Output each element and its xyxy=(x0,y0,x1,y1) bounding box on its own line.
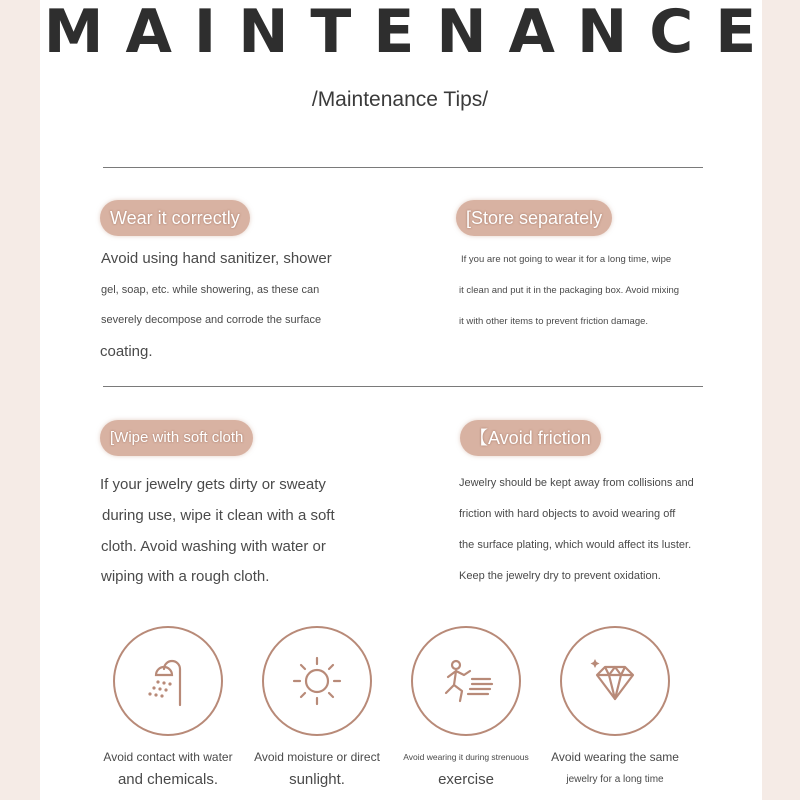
section-text-line: coating. xyxy=(100,343,153,360)
icon-caption-line1: Avoid contact with water xyxy=(103,750,233,764)
section-text-line: gel, soap, etc. while showering, as these can xyxy=(101,284,320,296)
section-text-line: it clean and put it in the packaging box. Avoid mixing xyxy=(459,285,680,296)
section-text-line: during use, wipe it clean with a soft xyxy=(102,507,335,524)
icon-caption-line1: Avoid wearing the same xyxy=(551,750,679,764)
section-text-line: Keep the jewelry dry to prevent oxidation. xyxy=(459,570,661,582)
diamond-icon xyxy=(560,626,670,736)
section-text-line: the surface plating, which would affect its luster. xyxy=(459,539,692,551)
section-text-line: friction with hard objects to avoid wearing off xyxy=(459,508,676,520)
page-title: MAINTENANCE xyxy=(43,0,779,67)
icon-caption-line2: exercise xyxy=(438,771,494,788)
section-text-line: it with other items to prevent friction damage. xyxy=(459,316,649,327)
section-label-wear-correctly: Wear it correctly xyxy=(100,200,250,236)
divider-top xyxy=(103,167,703,168)
shower-icon xyxy=(113,626,223,736)
running-icon xyxy=(411,626,521,736)
icon-caption-line1: Avoid moisture or direct xyxy=(254,750,380,764)
icon-caption-line2: sunlight. xyxy=(289,771,345,788)
icon-caption-line2: jewelry for a long time xyxy=(566,774,664,785)
section-text-line: severely decompose and corrode the surface xyxy=(101,314,322,326)
section-label-avoid-friction: 【Avoid friction xyxy=(460,420,601,456)
sun-icon xyxy=(262,626,372,736)
page-subtitle: /Maintenance Tips/ xyxy=(311,88,489,111)
icon-caption-line2: and chemicals. xyxy=(117,771,219,788)
divider-middle xyxy=(103,386,703,387)
section-label-wipe-soft-cloth: [Wipe with soft cloth xyxy=(100,420,253,456)
section-text-line: wiping with a rough cloth. xyxy=(101,568,270,585)
section-label-store-separately: [Store separately xyxy=(456,200,612,236)
section-text-line: If your jewelry gets dirty or sweaty xyxy=(100,476,326,493)
icon-caption-line1: Avoid wearing it during strenuous xyxy=(403,752,529,762)
section-text-line: cloth. Avoid washing with water or xyxy=(101,538,326,555)
section-text-line: Avoid using hand sanitizer, shower xyxy=(101,250,332,267)
section-text-line: If you are not going to wear it for a long time, wipe xyxy=(461,254,672,265)
section-text-line: Jewelry should be kept away from collisions and xyxy=(459,477,694,489)
